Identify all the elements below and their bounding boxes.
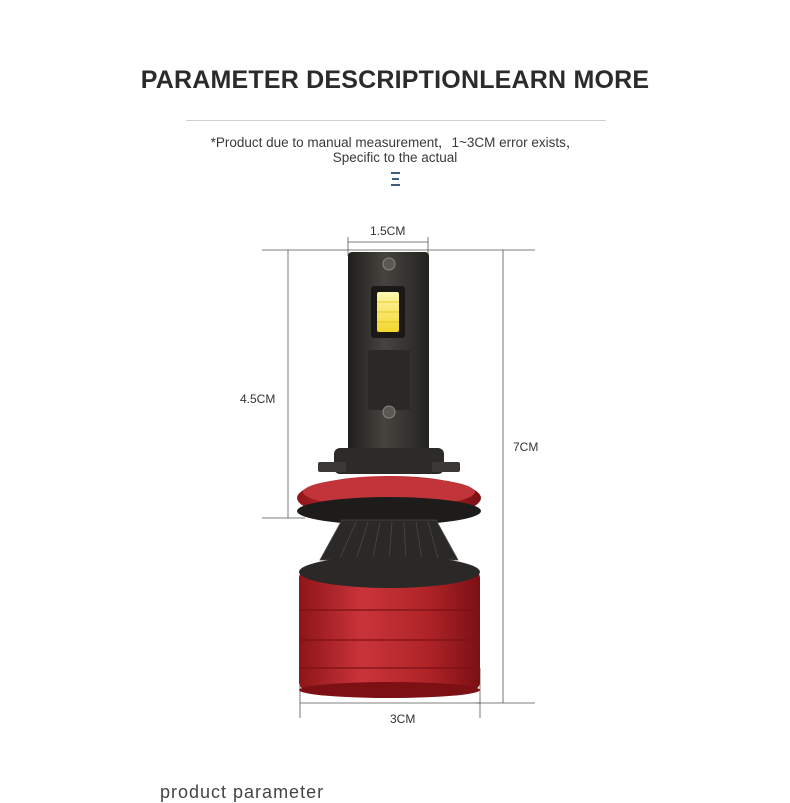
bulb-body — [348, 252, 429, 458]
measurement-note-continued: Specific to the actual — [332, 150, 458, 165]
footer-partial-text: product parameter — [160, 782, 325, 802]
base-width-label: 3CM — [390, 712, 416, 726]
total-height-label: 7CM — [513, 440, 539, 454]
bulb-collar — [297, 448, 481, 525]
bulb-base — [299, 556, 480, 698]
measurement-note: *Product due to manual measurement，1~3CM error exists， — [210, 135, 580, 150]
top-width-label: 1.5CM — [370, 224, 406, 238]
body-height-label: 4.5CM — [240, 392, 276, 406]
page-title: PARAMETER DESCRIPTIONLEARN MORE — [140, 66, 650, 94]
heat-sink — [320, 520, 458, 562]
